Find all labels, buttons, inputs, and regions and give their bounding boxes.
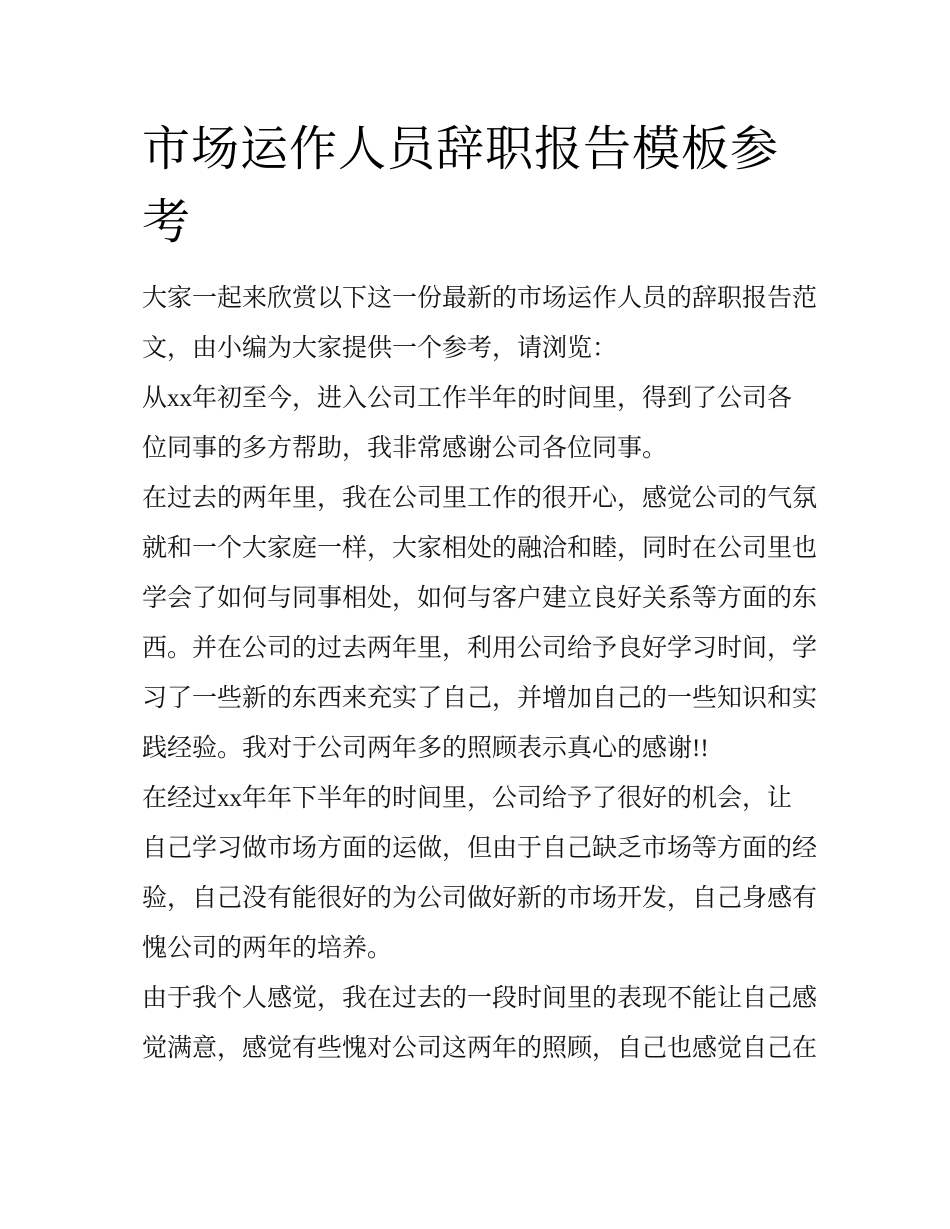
text-line: 大家一起来欣赏以下这一份最新的市场运作人员的辞职报告范	[142, 285, 818, 312]
text-line: 学会了如何与同事相处，如何与客户建立良好关系等方面的东	[142, 585, 818, 612]
paragraph-intro	[142, 274, 832, 374]
paragraph-thanks-colleagues	[142, 374, 832, 474]
text-line: 愧公司的两年的培养。	[142, 935, 393, 962]
document-title	[142, 113, 832, 259]
title-line: 市场运作人员辞职报告模板参	[142, 123, 780, 176]
text-line: 西。并在公司的过去两年里，利用公司给予良好学习时间，学	[142, 635, 818, 662]
text-line: 位同事的多方帮助，我非常感谢公司各位同事。	[142, 435, 668, 462]
text-line: 自己学习做市场方面的运做，但由于自己缺乏市场等方面的经	[142, 835, 818, 862]
paragraph-two-years-experience	[142, 474, 832, 774]
text-line: 觉满意，感觉有些愧对公司这两年的照顾，自己也感觉自己在	[142, 1035, 818, 1062]
text-line: 习了一些新的东西来充实了自己，并增加自己的一些知识和实	[142, 685, 818, 712]
title-line: 考	[142, 196, 192, 249]
text-line: 文，由小编为大家提供一个参考，请浏览：	[142, 335, 618, 362]
text-line: 就和一个大家庭一样，大家相处的融洽和睦，同时在公司里也	[142, 535, 818, 562]
paragraph-market-regret	[142, 774, 832, 974]
text-line: 验，自己没有能很好的为公司做好新的市场开发，自己身感有	[142, 885, 818, 912]
text-line: 在过去的两年里，我在公司里工作的很开心，感觉公司的气氛	[142, 485, 818, 512]
text-line: 从xx年初至今，进入公司工作半年的时间里，得到了公司各	[142, 385, 793, 412]
document-body	[142, 274, 832, 1074]
paragraph-personal-feeling	[142, 974, 832, 1074]
text-line: 践经验。我对于公司两年多的照顾表示真心的感谢!!	[142, 735, 709, 762]
text-line: 在经过xx年年下半年的时间里，公司给予了很好的机会，让	[142, 785, 793, 812]
text-line: 由于我个人感觉，我在过去的一段时间里的表现不能让自己感	[142, 985, 818, 1012]
